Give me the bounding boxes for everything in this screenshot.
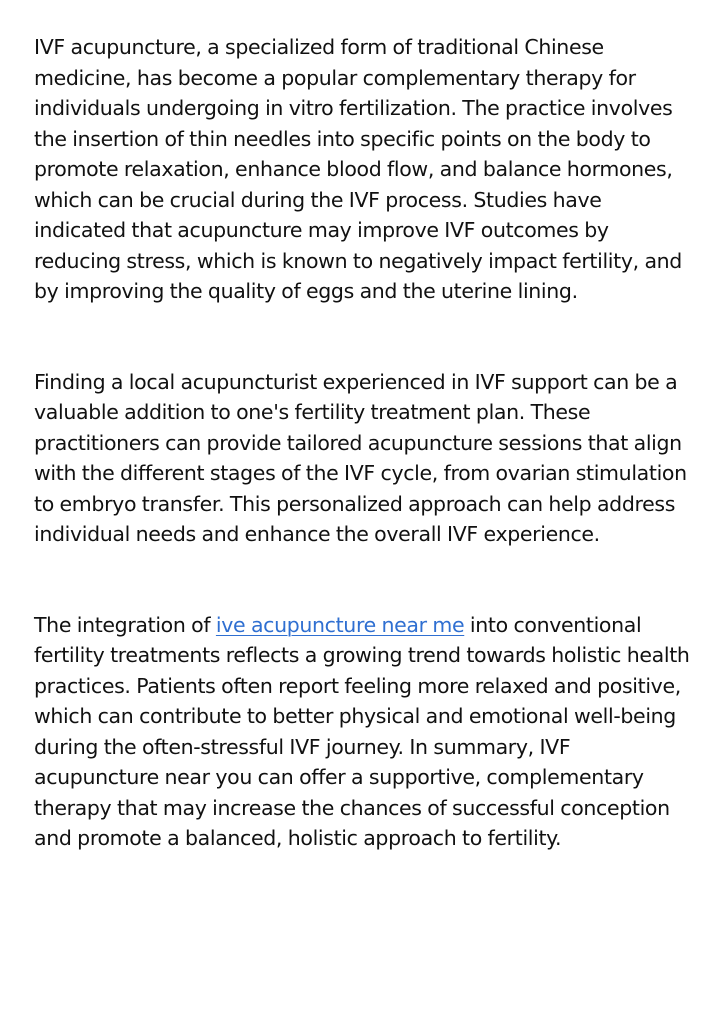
acupuncture-near-me-link[interactable]: ive acupuncture near me bbox=[215, 612, 465, 637]
paragraph-integration-summary bbox=[34, 610, 694, 854]
document-page bbox=[34, 32, 694, 854]
paragraph-text-end: into conventional fertility treatments reflects a growing trend towards holistic health practices. Patients often report feeling more relaxed and positive, which can contribute to better physical and emotional well-being during the often-stressful IVF journey. In summary, IVF acupuncture near you can offer a supportive, complementary therapy that may increase the chances of successful conception and promote a balanced, holistic approach to fertility. bbox=[34, 612, 690, 850]
paragraph-text-start: The integration of bbox=[34, 612, 216, 637]
paragraph-ivf-acupuncture-intro: IVF acupuncture, a specialized form of traditional Chinese medicine, has become a popular complementary therapy for individuals undergoing in vitro fertilization. The practice involves the insertion of thin needles into specific points on the body to promote relaxation, enhance blood flow, and balance hormones, which can be crucial during the IVF process. Studies have indicated that acupuncture may improve IVF outcomes by reducing stress, which is known to negatively impact fertility, and by improving the quality of eggs and the uterine lining. bbox=[34, 35, 682, 303]
paragraph-finding-acupuncturist: Finding a local acupuncturist experienced in IVF support can be a valuable addition to one's fertility treatment plan. These practitioners can provide tailored acupuncture sessions that align with the different stages of the IVF cycle, from ovarian stimulation to embryo transfer. This personalized approach can help address individual needs and enhance the overall IVF experience. bbox=[34, 369, 687, 546]
